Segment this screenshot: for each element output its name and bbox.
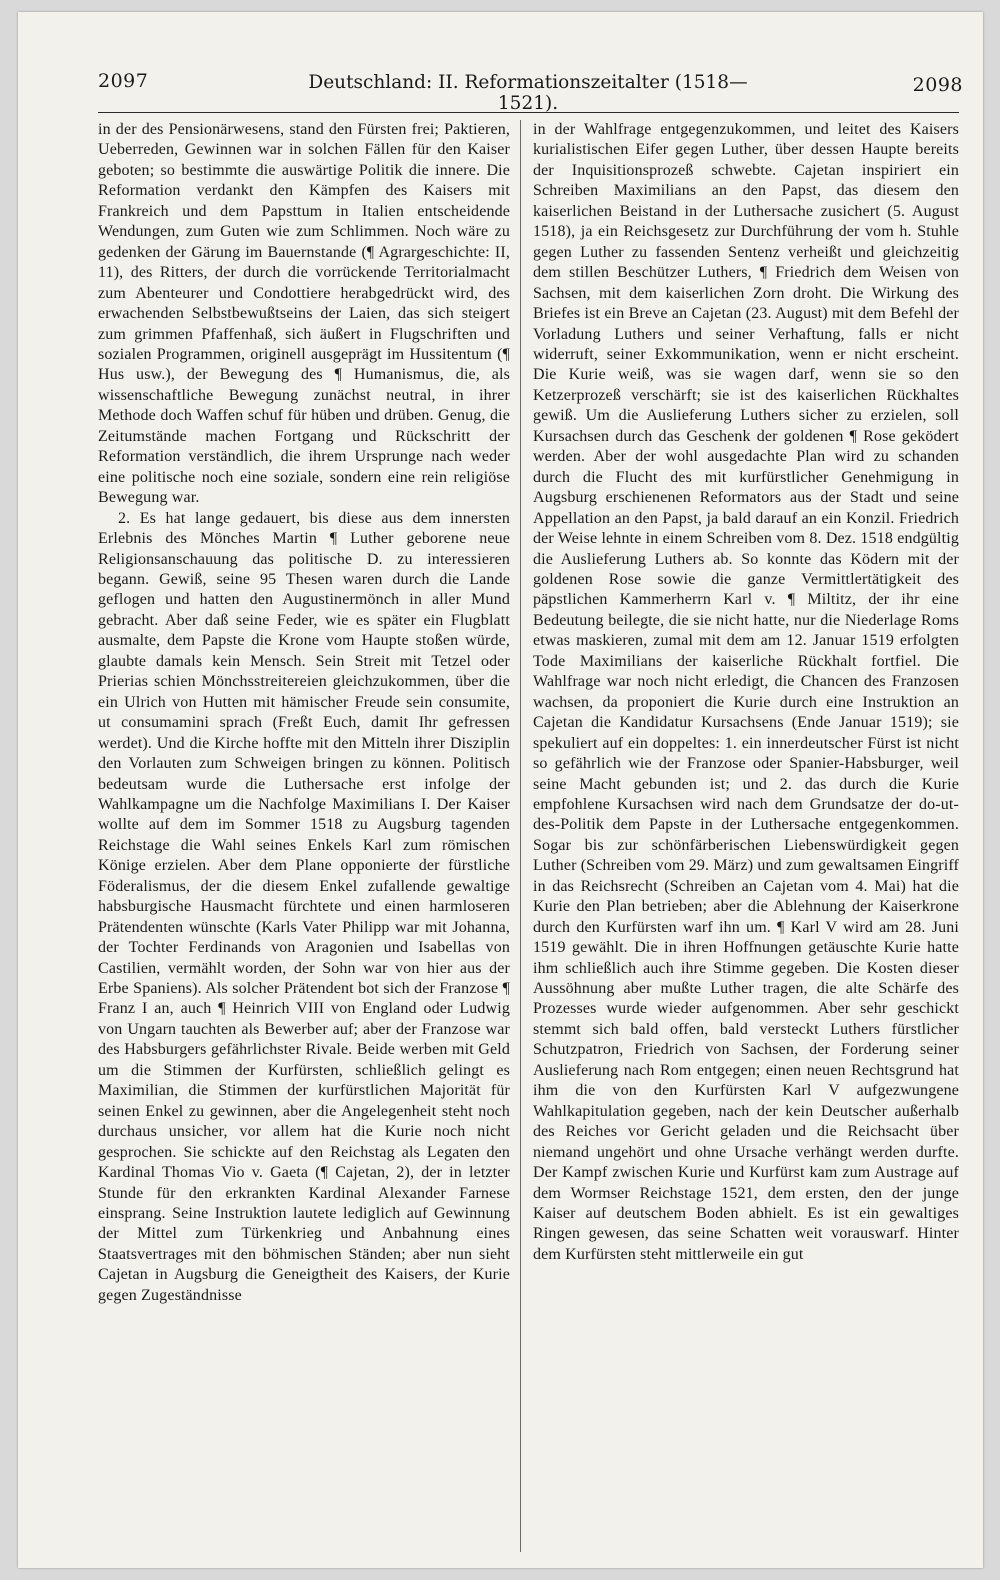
- running-title: Deutschland: II. Reformationszeitalter (1518—1521).: [308, 72, 748, 114]
- paragraph: in der des Pensionärwesens, stand den Fürsten frei; Paktieren, Ueberreden, Gewinnen war in solchen Fällen für den Kaiser geboten; so bestimmte die auswärtige Politik die innere. Die Reformation verdankt den Kämpfen des Kaisers mit Frankreich und dem Papsttum in Italien entscheidende Wendungen, zum Guten wie zum Schlimmen. Noch wäre zu gedenken der Gärung im Bauernstande (¶ Agrargeschichte: II, 11), des Ritters, der durch die vorrückende Territorialmacht zum Abenteurer und Condottiere herabgedrückt wird, des erwachenden Selbstbewußtseins der Laien, das sich steigert zum grimmen Pfaffenhaß, sich äußert in Flugschriften und sozialen Programmen, originell ausgeprägt im Hussitentum (¶ Hus usw.), der Bewegung des ¶ Humanismus, die, als wissenschaftliche Bewegung zunächst neutral, in ihrer Methode doch Waffen schuf für hüben und drüben. Genug, die Zeitumstände machen Fortgang und Rückschritt der Reformation verständlich, die ihrem Ursprunge nach weder eine politische noch eine soziale, sondern eine rein religiöse Bewegung war.: [98, 121, 510, 507]
- text-column-right: [533, 120, 959, 1555]
- page-number-right: 2098: [912, 74, 963, 96]
- paragraph: in der Wahlfrage entgegenzukommen, und leitet des Kaisers kurialistischen Eifer gegen Luther, über dessen Haupte bereits der Inquisitionsprozeß schwebte. Cajetan inspiriert ein Schreiben Maximilians an den Papst, das diesem den kaiserlichen Beistand in der Luthersache zusichert (5. August 1518), ja ein Reichsgesetz zur Durchführung der vom h. Stuhle gegen Luther zu fassenden Sentenz verheißt und gleichzeitig dem stillen Beschützer Luthers, ¶ Friedrich dem Weisen von Sachsen, mit dem kaiserlichen Zorn droht. Die Wirkung des Briefes ist ein Breve an Cajetan (23. August) mit dem Befehl der Vorladung Luthers und seiner Verhaftung, falls er nicht widerruft, seiner Exkommunikation, wenn er nicht erscheint. Die Kurie weiß, was sie wagen darf, wenn sie so den Ketzerprozeß verschärft; sie ist des kaiserlichen Rückhaltes gewiß. Um die Auslieferung Luthers sicher zu erzielen, soll Kursachsen durch das Geschenk der goldenen ¶ Rose geködert werden. Aber der wohl ausgedachte Plan wird zu schanden durch die Flucht des mit kurfürstlicher Genehmigung in Augsburg erschienenen Reformators aus der Stadt und seine Appellation an den Papst, ja bald darauf an ein Konzil. Friedrich der Weise lehnte in einem Schreiben vom 8. Dez. 1518 endgültig die Auslieferung Luthers ab. So konnte das Ködern mit der goldenen Rose sowie die ganze Vermittlertätigkeit des päpstlichen Kammerherrn Karl v. ¶ Miltitz, der ihr eine Bedeutung beilegte, die sie nicht hatte, nur die Niederlage Roms etwas maskieren, zumal mit dem am 12. Januar 1519 erfolgten Tode Maximilians der kaiserliche Rückhalt fortfiel. Die Wahlfrage war noch nicht erledigt, die Chancen des Franzosen wachsen, da proponiert die Kurie durch eine Instruktion an Cajetan die Kandidatur Kursachsens (Ende Januar 1519); sie spekuliert auf ein doppeltes: 1. ein innerdeutscher Fürst ist nicht so gefährlich wie der Franzose oder Spanier-Habsburger, weil seine Macht gebunden ist; und 2. das durch die Kurie empfohlene Kursachsen wird nach dem Grundsatze der do-ut-des-Politik dem Papste in der Luthersache entgegenkommen. Sogar bis zur schönfärberischen Liebenswürdigkeit gegen Luther (Schreiben vom 29. März) und zum gewaltsamen Eingriff in das Reichsrecht (Schreiben an Cajetan vom 4. Mai) hat die Kurie den Plan betrieben; aber die Ablehnung der Kaiserkrone durch den Kurfürsten warf ihn um. ¶ Karl V wird am 28. Juni 1519 gewählt. Die in ihren Hoffnungen getäuschte Kurie hatte ihm schließlich auch ihre Stimme gegeben. Die Kosten dieser Aussöhnung aber mußte Luther tragen, die alte Schärfe des Prozesses wurde wieder aufgenommen. Aber sehr geschickt stemmt sich bald offen, bald versteckt Luthers fürstlicher Schutzpatron, Friedrich von Sachsen, der Forderung seiner Auslieferung nach Rom entgegen; einen neuen Rechtsgrund hat ihm die von den Kurfürsten Karl V aufgezwungene Wahlkapitulation gegeben, nach der kein Deutscher außerhalb des Reiches vor Gericht geladen und die Reichsacht über niemand ungehört und ohne Ursache verhängt werden durfte. Der Kampf zwischen Kurie und Kurfürst kam zum Austrage auf dem Wormser Reichstage 1521, dem ersten, den der junge Kaiser auf deutschem Boden abhielt. Es ist ein gewaltiges Ringen gewesen, das seine Schatten weit vorauswarf. Hinter dem Kurfürsten steht mittlerweile ein gut: [533, 121, 959, 1263]
- text-column-left: [98, 120, 510, 1555]
- book-page: [18, 12, 983, 1568]
- paragraph: 2. Es hat lange gedauert, bis diese aus dem innersten Erlebnis des Mönches Martin ¶ Luther geborene neue Religionsanschauung das politische D. zu interessieren begann. Gewiß, seine 95 Thesen waren durch die Lande geflogen und hatten den Augustinermönch in aller Mund gebracht. Aber daß seine Feder, wie es später ein Flugblatt ausmalte, dem Papste die Krone vom Haupte stoßen würde, glaubte damals kein Mensch. Sein Streit mit Tetzel oder Prierias schien Mönchsstreitereien gleichzukommen, über die ein Ulrich von Hutten mit hämischer Freude sein consumite, ut consumamini sprach (Freßt Euch, damit Ihr gefressen werdet). Und die Kirche hoffte mit den Mitteln ihrer Disziplin den Vorlauten zum Schweigen bringen zu können. Politisch bedeutsam wurde die Luthersache erst infolge der Wahlkampagne um die Nachfolge Maximilians I. Der Kaiser wollte auf dem im Sommer 1518 zu Augsburg tagenden Reichstage die Wahl seines Enkels Karl zum römischen Könige erzielen. Aber dem Plane opponierte der fürstliche Föderalismus, der die diesem Enkel zufallende gewaltige habsburgische Hausmacht fürchtete und einen harmloseren Prätendenten wünschte (Karls Vater Philipp war mit Johanna, der Tochter Ferdinands von Aragonien und Isabellas von Castilien, vermählt worden, der Sohn war von hier aus der Erbe Spaniens). Als solcher Prätendent bot sich der Franzose ¶ Franz I an, auch ¶ Heinrich VIII von England oder Ludwig von Ungarn tauchten als Bewerber auf; aber der Franzose war des Habsburgers gefährlichster Rivale. Beide werben mit Geld um die Stimmen der Kurfürsten, schließlich gelingt es Maximilian, die Stimmen der kurfürstlichen Majorität für seinen Enkel zu gewinnen, aber die Angelegenheit steht noch durchaus unsicher, vor allem hat die Kurie noch nicht gesprochen. Sie schickte auf den Reichstag als Legaten den Kardinal Thomas Vio v. Gaeta (¶ Cajetan, 2), der in letzter Stunde für den erkrankten Kardinal Alexander Farnese einsprang. Seine Instruktion lautete lediglich auf Gewinnung der Mittel zum Türkenkrieg und Anbahnung eines Staatsvertrages mit den böhmischen Ständen; aber nun sieht Cajetan in Augsburg die Geneigtheit des Kaisers, der Kurie gegen Zugeständnisse: [98, 509, 510, 1304]
- running-header: [98, 70, 963, 114]
- page-number-left: 2097: [98, 70, 149, 92]
- header-rule: [98, 112, 959, 113]
- column-divider: [520, 120, 521, 1552]
